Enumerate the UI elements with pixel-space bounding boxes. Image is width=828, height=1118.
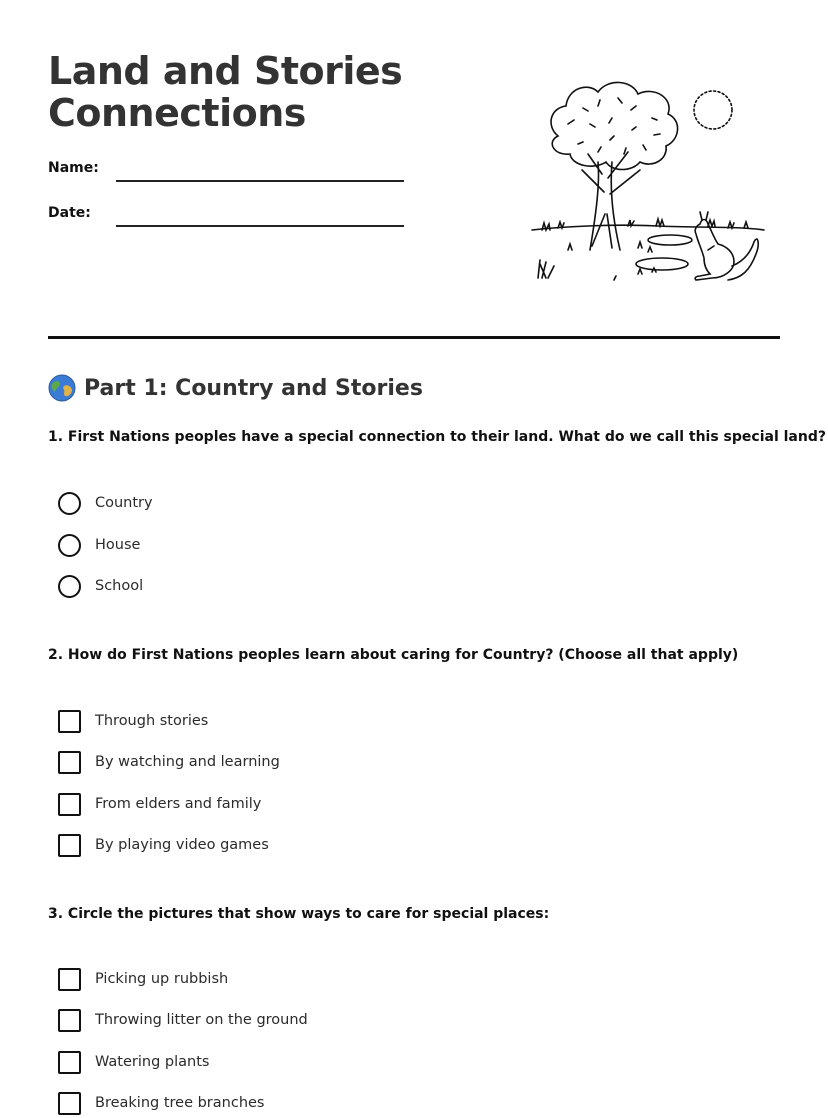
option-label: Country <box>95 495 153 511</box>
checkbox[interactable] <box>58 710 81 733</box>
option-label: Picking up rubbish <box>95 971 229 987</box>
name-label: Name: <box>48 160 99 176</box>
checkbox[interactable] <box>58 834 81 857</box>
q3-option-watering[interactable] <box>58 1050 209 1074</box>
q2-option-watching[interactable] <box>58 750 280 774</box>
q2-option-stories[interactable] <box>58 709 208 733</box>
q2-option-video-games[interactable] <box>58 833 269 857</box>
option-label: Throwing litter on the ground <box>95 1012 308 1028</box>
name-input-line[interactable] <box>116 180 404 182</box>
option-label: Breaking tree branches <box>95 1095 265 1111</box>
date-label: Date: <box>48 205 91 221</box>
option-label: By playing video games <box>95 837 269 853</box>
page-title: Land and Stories Connections <box>48 49 403 135</box>
q3-option-rubbish[interactable] <box>58 967 228 991</box>
tree-canopy-icon <box>551 82 678 169</box>
option-label: Through stories <box>95 713 209 729</box>
question-3: 3. Circle the pictures that show ways to care for special places: <box>48 906 550 922</box>
checkbox[interactable] <box>58 751 81 774</box>
q1-option-country[interactable] <box>58 491 153 515</box>
question-2: 2. How do First Nations peoples learn about caring for Country? (Choose all that apply) <box>48 647 739 663</box>
tree-kangaroo-landscape-illustration <box>528 74 768 286</box>
option-label: School <box>95 578 144 594</box>
q1-option-house[interactable] <box>58 533 140 557</box>
option-label: Watering plants <box>95 1054 210 1070</box>
checkbox[interactable] <box>58 1009 81 1032</box>
sun-icon <box>694 91 732 129</box>
checkbox[interactable] <box>58 1051 81 1074</box>
date-field <box>48 205 404 221</box>
radio-button[interactable] <box>58 575 81 598</box>
checkbox[interactable] <box>58 968 81 991</box>
option-label: From elders and family <box>95 796 262 812</box>
name-field <box>48 160 404 176</box>
radio-button[interactable] <box>58 534 81 557</box>
globe-icon <box>48 374 76 402</box>
part1-title: Part 1: Country and Stories <box>84 375 423 401</box>
water-hole-icon <box>648 235 692 245</box>
radio-button[interactable] <box>58 492 81 515</box>
option-label: By watching and learning <box>95 754 280 770</box>
part1-heading <box>48 374 423 402</box>
date-input-line[interactable] <box>116 225 404 227</box>
water-hole-icon-2 <box>636 258 688 270</box>
option-label: House <box>95 537 141 553</box>
q2-option-elders[interactable] <box>58 792 261 816</box>
checkbox[interactable] <box>58 1092 81 1115</box>
section-divider <box>48 336 780 339</box>
q3-option-branches[interactable] <box>58 1091 264 1115</box>
checkbox[interactable] <box>58 793 81 816</box>
question-1: 1. First Nations peoples have a special connection to their land. What do we call this special land? <box>48 429 826 445</box>
q1-option-school[interactable] <box>58 574 143 598</box>
q3-option-litter[interactable] <box>58 1008 308 1032</box>
